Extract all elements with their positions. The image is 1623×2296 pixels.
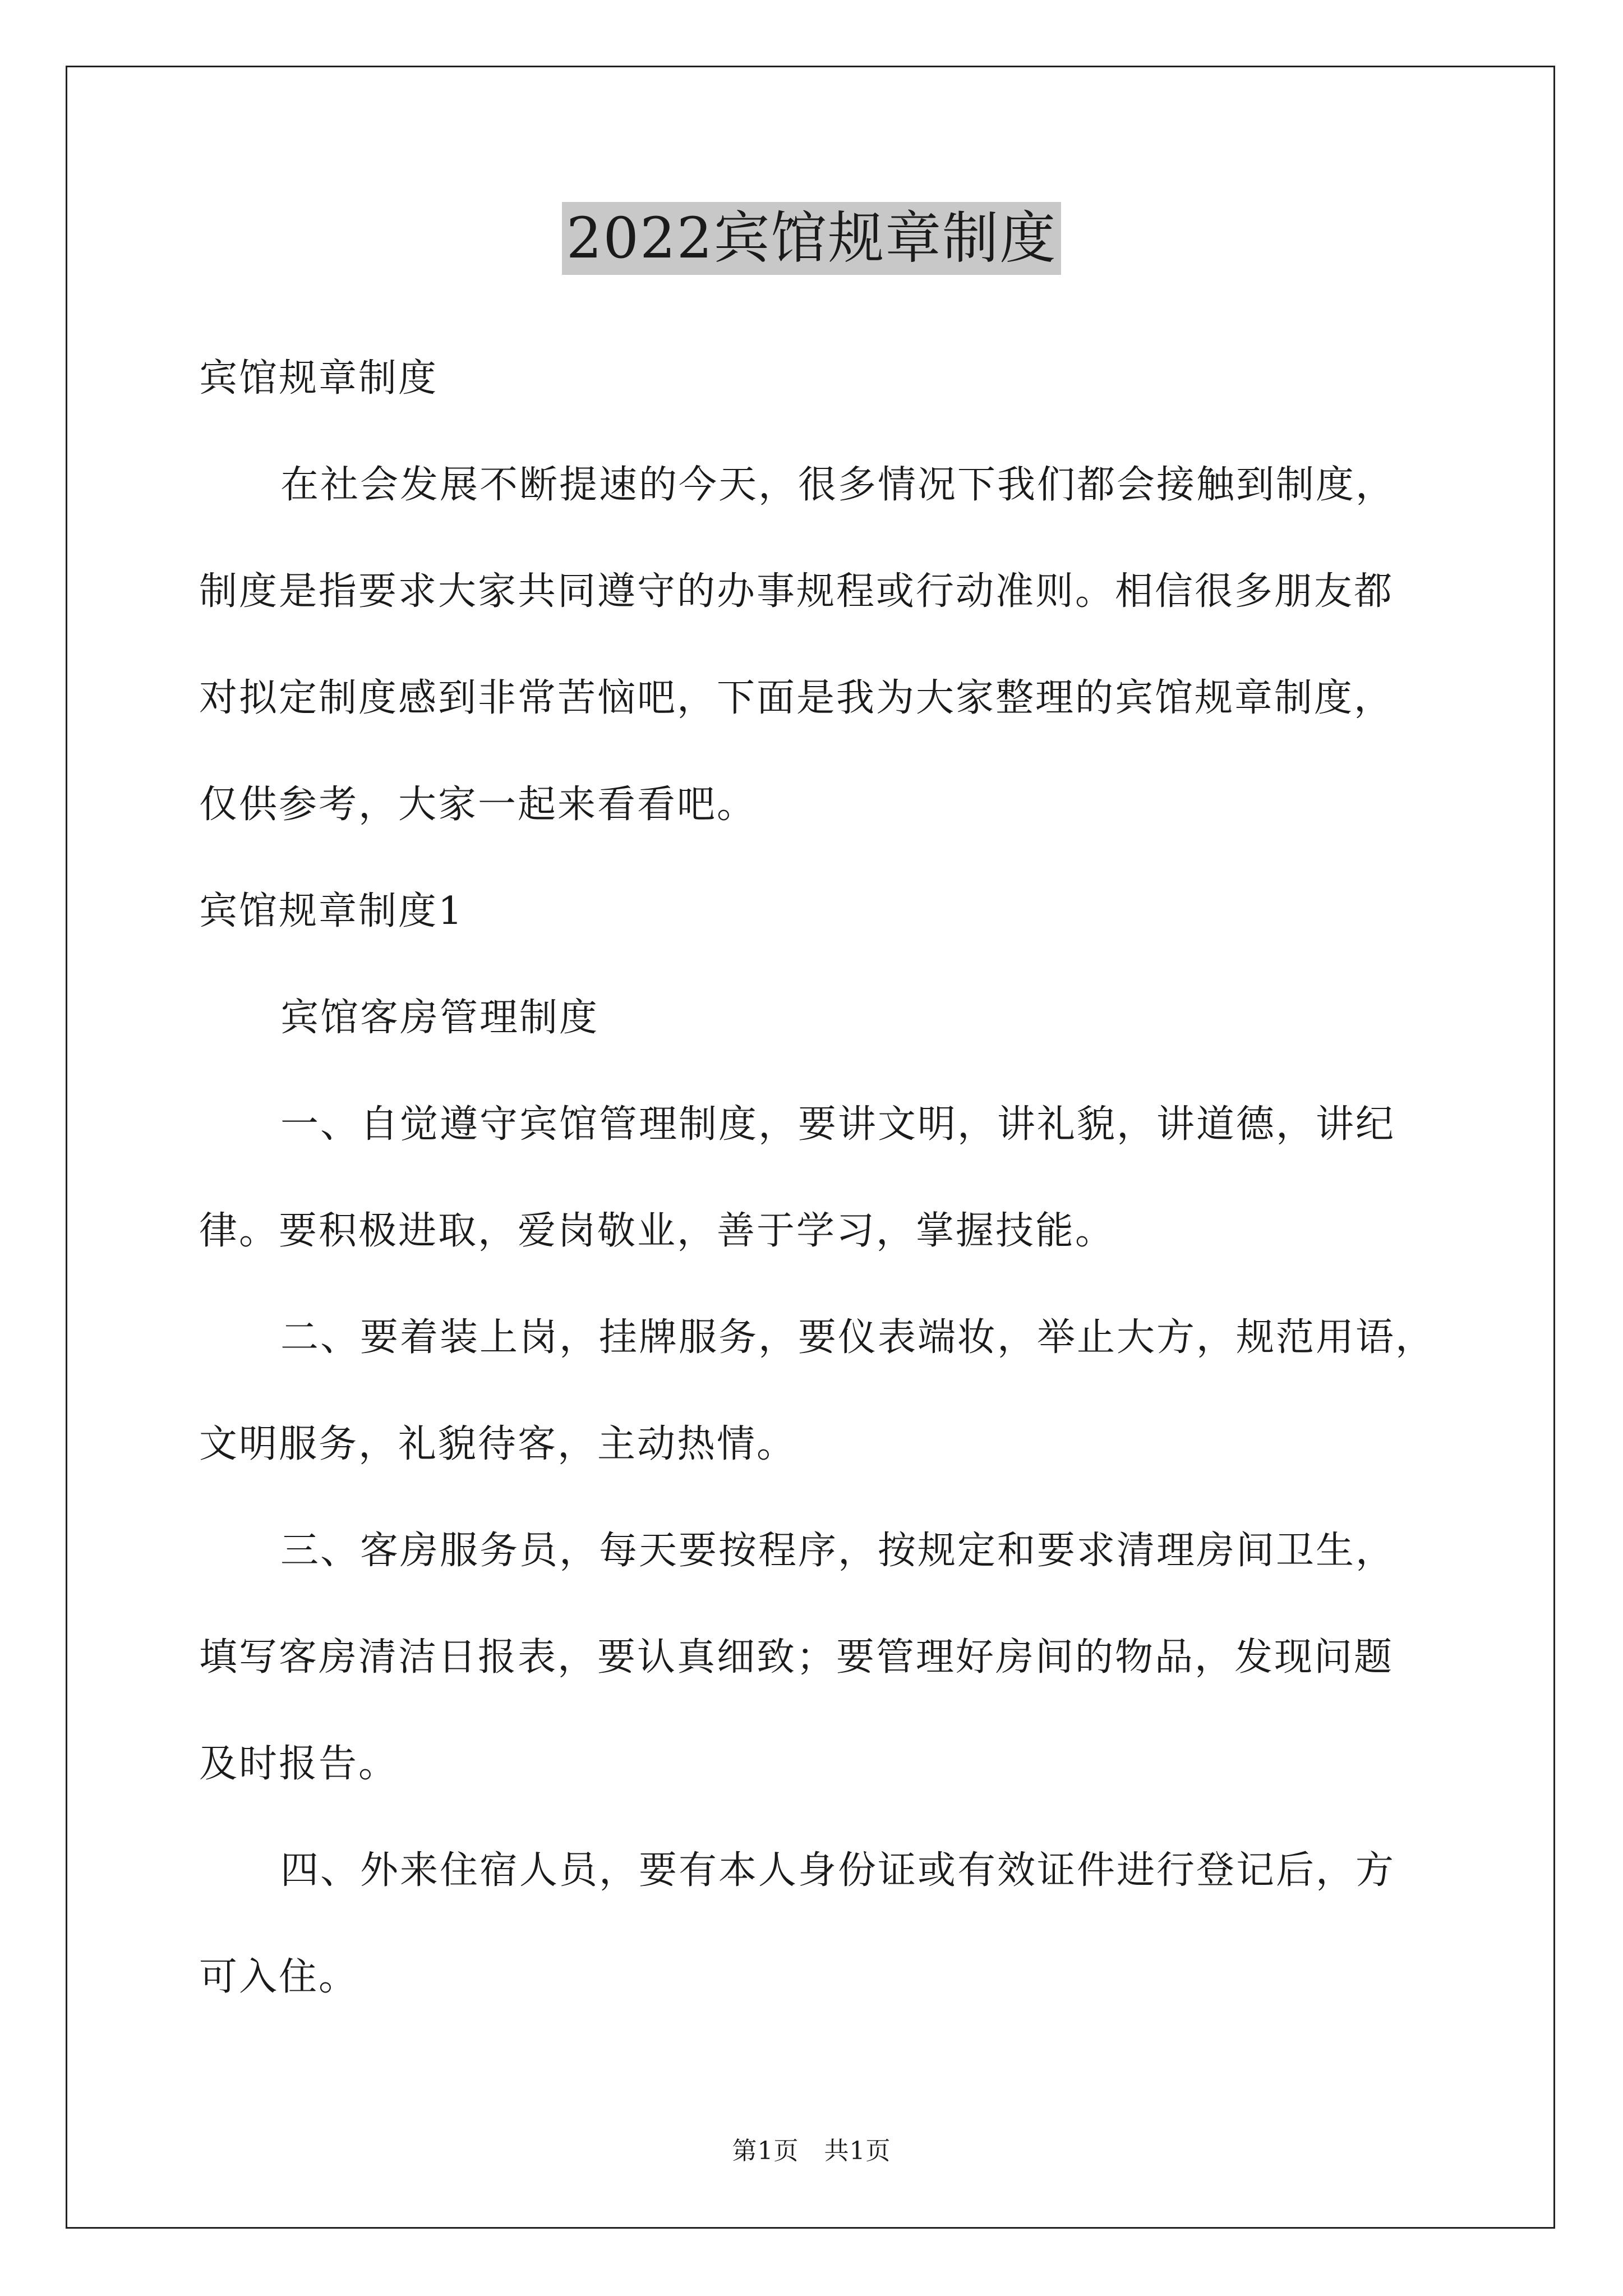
rule-2-line-1: 二、要着装上岗，挂牌服务，要仪表端妆，举止大方，规范用语， — [280, 1315, 1436, 1360]
page-number-footer: 第1页 共1页 — [732, 2137, 891, 2165]
document-title: 2022宾馆规章制度 — [562, 202, 1062, 275]
rule-3-line-1: 三、客房服务员，每天要按程序，按规定和要求清理房间卫生， — [280, 1529, 1396, 1573]
rule-3-line-2: 填写客房清洁日报表，要认真细致；要管理好房间的物品，发现问题 — [199, 1635, 1394, 1680]
intro-line-2: 制度是指要求大家共同遵守的办事规程或行动准则。相信很多朋友都 — [199, 569, 1394, 614]
intro-line-1: 在社会发展不断提速的今天，很多情况下我们都会接触到制度， — [280, 463, 1396, 507]
rule-2-line-2: 文明服务，礼貌待客，主动热情。 — [199, 1422, 797, 1466]
section-heading: 宾馆规章制度1 — [199, 889, 464, 933]
intro-line-3: 对拟定制度感到非常苦恼吧，下面是我为大家整理的宾馆规章制度， — [199, 676, 1394, 720]
section-subheading: 宾馆客房管理制度 — [280, 996, 600, 1040]
document-subtitle: 宾馆规章制度 — [199, 356, 439, 401]
rule-3-line-3: 及时报告。 — [199, 1742, 399, 1786]
intro-line-4: 仅供参考，大家一起来看看吧。 — [199, 783, 757, 827]
rule-1-line-1: 一、自觉遵守宾馆管理制度，要讲文明，讲礼貌，讲道德，讲纪 — [280, 1102, 1396, 1147]
title-container — [0, 202, 1623, 275]
rule-4-line-1: 四、外来住宿人员，要有本人身份证或有效证件进行登记后，方 — [280, 1848, 1396, 1893]
rule-4-line-2: 可入住。 — [199, 1955, 359, 1999]
rule-1-line-2: 律。要积极进取，爱岗敬业，善于学习，掌握技能。 — [199, 1209, 1115, 1253]
